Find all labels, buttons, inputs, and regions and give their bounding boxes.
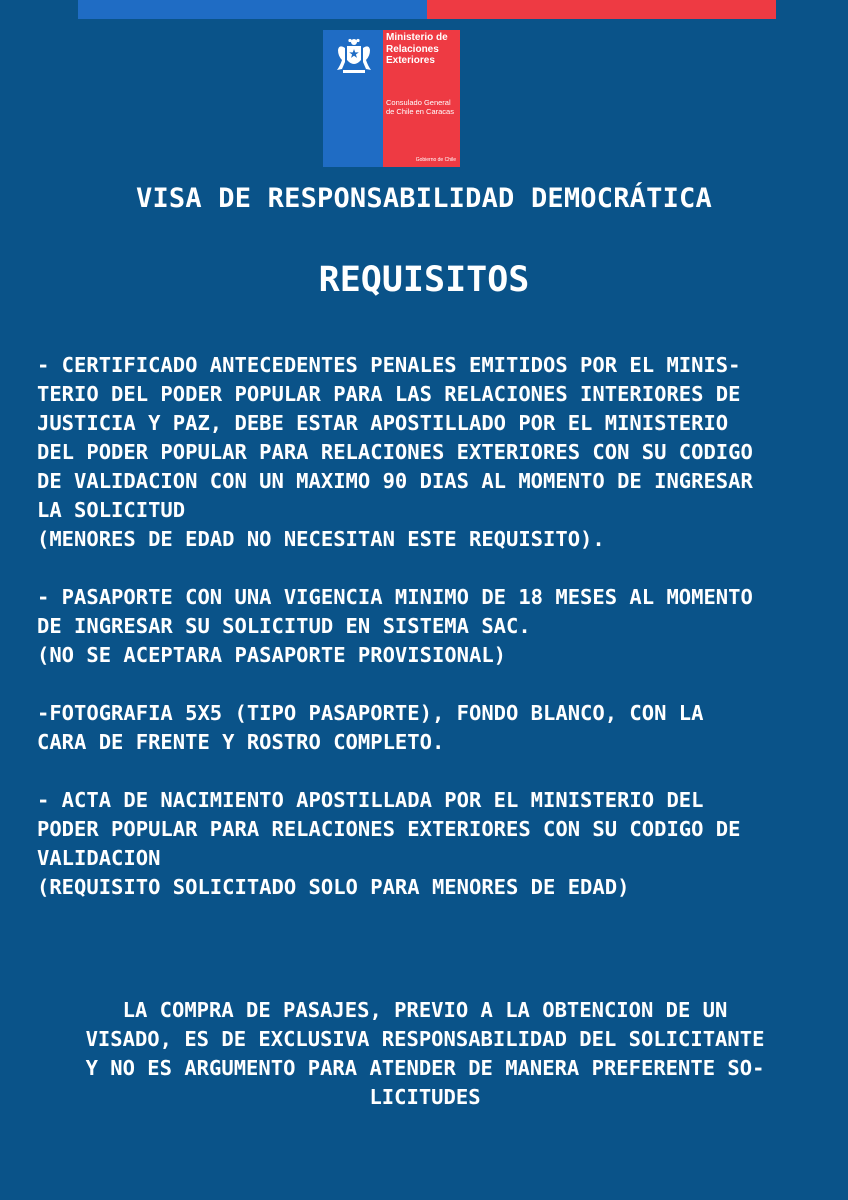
flag-stripe [78,0,776,19]
logo-blue-panel [323,30,383,167]
requirements-list [37,351,827,931]
requirement-birth-certificate: - ACTA DE NACIMIENTO APOSTILLADA POR EL MINISTERIO DEL PODER POPULAR PARA RELACIONES EXTERIORES CON SU CODIGO DE VALIDACION (REQUISITO SOLICITADO SOLO PARA MENORES DE EDAD) [37,788,741,899]
flag-stripe-red [427,0,776,19]
section-heading: REQUISITOS [318,260,530,300]
logo-gobierno-text: Gobierno de Chile [415,157,456,163]
page-title: VISA DE RESPONSABILIDAD DEMOCRÁTICA [136,183,712,214]
logo-consulado-text: Consulado General de Chile en Caracas [386,98,454,116]
requirement-photo: -FOTOGRAFIA 5X5 (TIPO PASAPORTE), FONDO BLANCO, CON LA CARA DE FRENTE Y ROSTRO COMPLETO. [37,701,704,754]
logo-ministry-text: Ministerio de Relaciones Exteriores [386,32,448,66]
ministry-logo [323,30,460,167]
requirement-criminal-record: - CERTIFICADO ANTECEDENTES PENALES EMITIDOS POR EL MINIS- TERIO DEL PODER POPULAR PARA LAS RELACIONES INTERIORES DE JUSTICIA Y PAZ, DEBE ESTAR APOSTILLADO POR EL MINISTERIO DEL PODER POPULAR PARA RELACIONES EXTERIORES CON SU CODIGO DE VALIDACION CON UN MAXIMO 90 DIAS AL MOMENTO DE INGRESAR LA SOLICITUD (MENORES DE EDAD NO NECESITAN ESTE REQUISITO). [37,353,753,551]
chile-coat-of-arms-icon [331,36,377,78]
requirement-passport: - PASAPORTE CON UNA VIGENCIA MINIMO DE 18 MESES AL MOMENTO DE INGRESAR SU SOLICITUD EN SISTEMA SAC. (NO SE ACEPTARA PASAPORTE PROVISIONAL) [37,585,753,667]
logo-red-panel [383,30,460,167]
ticket-purchase-notice: LA COMPRA DE PASAJES, PREVIO A LA OBTENCION DE UN VISADO, ES DE EXCLUSIVA RESPONSABILIDAD DEL SOLICITANTE Y NO ES ARGUMENTO PARA ATENDER DE MANERA PREFERENTE SO- LICITUDES [85,998,765,1109]
flag-stripe-blue [78,0,427,19]
